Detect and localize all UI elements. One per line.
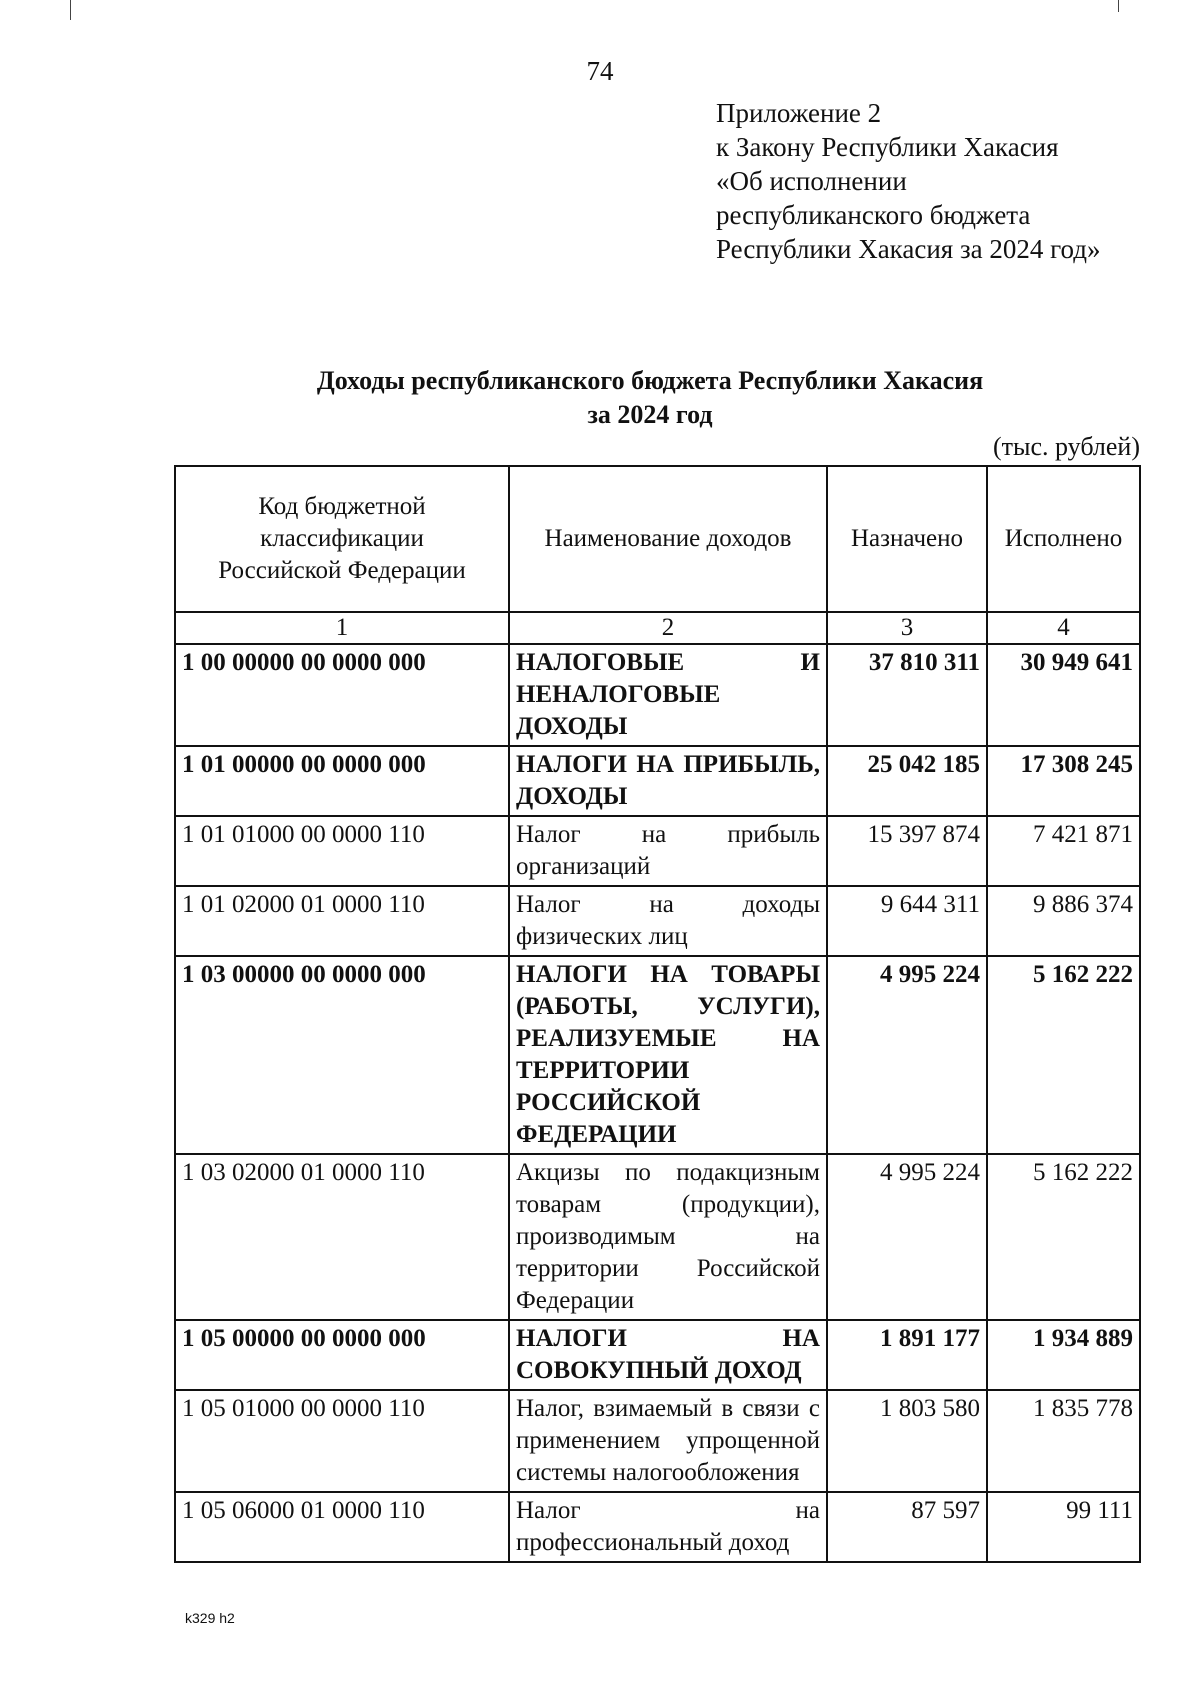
header-name: Наименование доходов <box>509 466 827 612</box>
row-name: Налог на профессиональный доход <box>509 1492 827 1562</box>
row-executed: 30 949 641 <box>987 644 1140 746</box>
row-name: Акцизы по подакцизным товарам (продукции), производимым на территории Российской Федерации <box>509 1154 827 1320</box>
document-title-line: Доходы республиканского бюджета Республики Хакасия <box>316 366 984 395</box>
row-planned: 37 810 311 <box>827 644 987 746</box>
row-code: 1 05 01000 00 0000 110 <box>175 1390 509 1492</box>
table-row <box>175 746 1140 816</box>
header-planned: Назначено <box>827 466 987 612</box>
appendix-note <box>716 96 1176 266</box>
table-row <box>175 886 1140 956</box>
row-code: 1 03 00000 00 0000 000 <box>175 956 509 1154</box>
row-name: НАЛОГИ НА ПРИБЫЛЬ, ДОХОДЫ <box>509 746 827 816</box>
row-planned: 15 397 874 <box>827 816 987 886</box>
row-planned: 1 891 177 <box>827 1320 987 1390</box>
header-executed: Исполнено <box>987 466 1140 612</box>
row-executed: 7 421 871 <box>987 816 1140 886</box>
table-row <box>175 816 1140 886</box>
document-title <box>0 364 1200 432</box>
row-executed: 1 934 889 <box>987 1320 1140 1390</box>
scan-mark <box>1118 0 1119 12</box>
footer-code: k329 h2 <box>185 1610 235 1626</box>
page-number: 74 <box>586 56 614 86</box>
row-executed: 99 111 <box>987 1492 1140 1562</box>
row-code: 1 01 00000 00 0000 000 <box>175 746 509 816</box>
row-executed: 5 162 222 <box>987 956 1140 1154</box>
column-number: 2 <box>509 612 827 644</box>
table-row <box>175 1492 1140 1562</box>
document-title-line: за 2024 год <box>587 400 713 429</box>
row-name: НАЛОГИ НА ТОВАРЫ (РАБОТЫ, УСЛУГИ), РЕАЛИЗУЕМЫЕ НА ТЕРРИТОРИИ РОССИЙСКОЙ ФЕДЕРАЦИИ <box>509 956 827 1154</box>
row-name: Налог, взимаемый в связи с применением упрощенной системы налогообложения <box>509 1390 827 1492</box>
scan-mark <box>70 0 71 20</box>
appendix-line: к Закону Республики Хакасия <box>716 132 1059 162</box>
row-name: НАЛОГОВЫЕ И НЕНАЛОГОВЫЕ ДОХОДЫ <box>509 644 827 746</box>
row-name: Налог на доходы физических лиц <box>509 886 827 956</box>
row-planned: 4 995 224 <box>827 1154 987 1320</box>
table-row <box>175 1390 1140 1492</box>
table-row <box>175 1154 1140 1320</box>
row-name: НАЛОГИ НА СОВОКУПНЫЙ ДОХОД <box>509 1320 827 1390</box>
appendix-line: «Об исполнении <box>716 166 907 196</box>
row-code: 1 03 02000 01 0000 110 <box>175 1154 509 1320</box>
table-body <box>175 644 1140 1562</box>
row-executed: 9 886 374 <box>987 886 1140 956</box>
row-code: 1 00 00000 00 0000 000 <box>175 644 509 746</box>
row-planned: 9 644 311 <box>827 886 987 956</box>
appendix-line: Приложение 2 <box>716 98 882 128</box>
table-row <box>175 644 1140 746</box>
table-row <box>175 956 1140 1154</box>
appendix-line: республиканского бюджета <box>716 200 1031 230</box>
row-planned: 25 042 185 <box>827 746 987 816</box>
row-planned: 87 597 <box>827 1492 987 1562</box>
row-executed: 1 835 778 <box>987 1390 1140 1492</box>
column-number: 4 <box>987 612 1140 644</box>
row-code: 1 01 01000 00 0000 110 <box>175 816 509 886</box>
row-executed: 17 308 245 <box>987 746 1140 816</box>
row-code: 1 01 02000 01 0000 110 <box>175 886 509 956</box>
row-code: 1 05 00000 00 0000 000 <box>175 1320 509 1390</box>
row-planned: 4 995 224 <box>827 956 987 1154</box>
row-planned: 1 803 580 <box>827 1390 987 1492</box>
row-name: Налог на прибыль организаций <box>509 816 827 886</box>
column-number: 1 <box>175 612 509 644</box>
income-table <box>174 465 1141 1563</box>
table-row <box>175 1320 1140 1390</box>
row-code: 1 05 06000 01 0000 110 <box>175 1492 509 1562</box>
header-code: Код бюджетной классификации Российской Федерации <box>175 466 509 612</box>
appendix-line: Республики Хакасия за 2024 год» <box>716 234 1101 264</box>
column-number: 3 <box>827 612 987 644</box>
row-executed: 5 162 222 <box>987 1154 1140 1320</box>
units-label: (тыс. рублей) <box>992 432 1140 461</box>
